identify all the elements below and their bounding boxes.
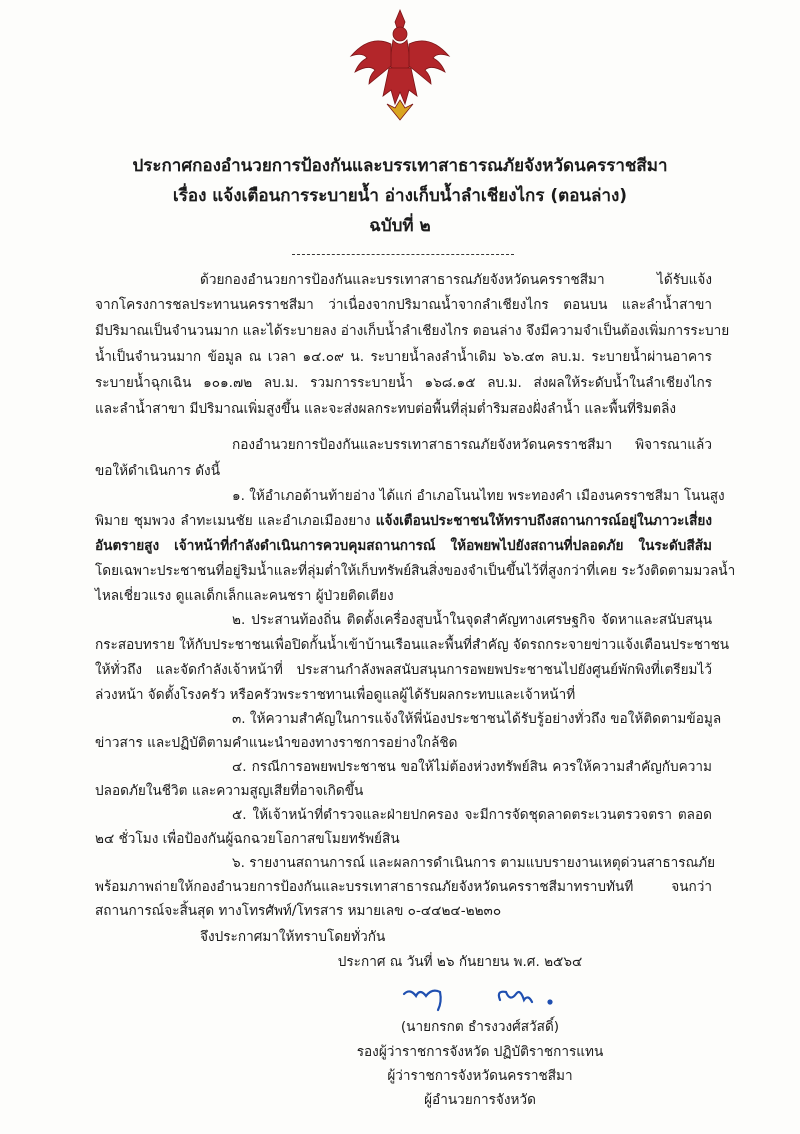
body-text: จึงประกาศมาให้ทราบโดยทั่วกัน [200,929,386,945]
body-text: น้ำเป็นจำนวนมาก ข้อมูล ณ เวลา ๑๔.๐๙ น. ระบายน้ำลงลำน้ำเดิม ๖๖.๔๓ ลบ.ม. ระบายน้ำผ่านอาคาร [95,349,712,365]
signatory-position: รองผู้ว่าราชการจังหวัด ปฏิบัติราชการแทน [356,1044,604,1060]
handwritten-signature [400,978,570,1018]
body-line [95,633,730,655]
body-line [95,827,712,849]
body-line [95,779,712,801]
body-text: ๑. ให้อำเภอด้านท้ายอ่าง ได้แก่ อำเภอโนนไทย พระทองคำ เมืองนครราชสีมา โนนสูง [232,488,725,504]
body-line [95,584,712,606]
body-line [200,925,712,947]
body-text-bold: แจ้งเตือนประชาชนให้ทราบถึงสถานการณ์อยู่ในภาวะเสี่ยง [375,513,712,529]
body-line [95,345,712,367]
body-text: โดยเฉพาะประชาชนที่อยู่ริมน้ำและที่ลุ่มต่ำให้เก็บทรัพย์สินสิ่งของจำเป็นขึ้นไว้ที่สูงกว่าที่เคย ระวังติดตามมวลน้ำ [95,563,736,579]
body-line [95,319,730,341]
body-text: ให้ทั่วถึง และจัดกำลังเจ้าหน้าที่ ประสานกำลังพลสนับสนุนการอพยพประชาชนไปยังศูนย์พักพิงที่เตรียมไว้ [95,662,712,678]
body-line [232,707,722,729]
signatory-position-governor: ผู้ว่าราชการจังหวัดนครราชสีมา [387,1068,573,1084]
garuda-emblem [345,4,455,124]
body-line [232,851,716,873]
body-line [232,755,712,777]
body-text: ระบายน้ำฉุกเฉิน ๑๐๑.๗๒ ลบ.ม. รวมการระบายน้ำ ๑๖๘.๑๕ ลบ.ม. ส่งผลให้ระดับน้ำในลำเชียงไกร [95,375,712,391]
body-text: ล่วงหน้า จัดตั้งโรงครัว หรือครัวพระราชทานเพื่อดูแลผู้ได้รับผลกระทบและเจ้าหน้าที่ [95,687,576,703]
body-text: ปลอดภัยในชีวิต และความสูญเสียที่อาจเกิดขึ้น [95,783,364,799]
body-text: พิมาย ชุมพวง ลำทะเมนชัย และอำเภอเมืองยาง [95,513,376,529]
body-line [232,484,725,506]
body-text: ไหลเชี่ยวแรง ดูแลเด็กเล็กและคนชรา ผู้ป่วยติดเตียง [95,588,394,604]
body-text: ๓. ให้ความสำคัญในการแจ้งให้พี่น้องประชาชนได้รับรู้อย่างทั่วถึง ขอให้ติดตามข้อมูล [232,711,722,727]
body-text: และลำน้ำสาขา มีปริมาณเพิ่มสูงขึ้น และจะส่งผลกระทบต่อพื้นที่ลุ่มต่ำริมสองฝั่งลำน้ำ และพื้นที่ริมตลิ่ง [95,401,677,417]
body-line [95,293,712,315]
body-text: กองอำนวยการป้องกันและบรรเทาสาธารณภัยจังหวัดนครราชสีมา พิจารณาแล้ว [232,437,712,453]
announcement-title: ประกาศกองอำนวยการป้องกันและบรรเทาสาธารณภัยจังหวัดนครราชสีมา [132,156,668,176]
announcement-date: ประกาศ ณ วันที่ ๒๖ กันยายน พ.ศ. ๒๕๖๔ [337,954,583,970]
body-text: ๒. ประสานท้องถิ่น ติดตั้งเครื่องสูบน้ำในจุดสำคัญทางเศรษฐกิจ จัดหาและสนับสนุน [232,612,712,628]
body-line [232,433,712,455]
body-text: มีปริมาณเป็นจำนวนมาก และได้ระบายลง อ่างเก็บน้ำลำเชียงไกร ตอนล่าง จึงมีความจำเป็นต้องเพิ่มการระบาย [95,323,730,339]
body-line [95,875,712,897]
body-line [95,731,712,753]
body-text: ๔. กรณีการอพยพประชาชน ขอให้ไม่ต้องห่วงทรัพย์สิน ควรให้ความสำคัญกับความ [232,759,712,775]
divider [292,254,514,255]
body-text: ข่าวสาร และปฏิบัติตามคำแนะนำของทางราชการอย่างใกล้ชิด [95,735,458,751]
signatory-position-director: ผู้อำนวยการจังหวัด [424,1092,536,1108]
body-line [95,397,712,419]
body-line [232,608,712,630]
body-line [95,559,736,581]
body-line [95,899,712,921]
body-line [95,371,712,393]
body-line [95,509,712,531]
body-text: ด้วยกองอำนวยการป้องกันและบรรเทาสาธารณภัยจังหวัดนครราชสีมา ได้รับแจ้ง [200,272,712,288]
body-text: ๖. รายงานสถานการณ์ และผลการดำเนินการ ตามแบบรายงานเหตุด่วนสาธารณภัย [232,855,716,871]
body-line [232,803,712,825]
body-line [200,268,712,290]
announcement-subject: เรื่อง แจ้งเตือนการระบายน้ำ อ่างเก็บน้ำลำเชียงไกร (ตอนล่าง) [172,186,628,206]
body-text: ขอให้ดำเนินการ ดังนี้ [95,463,220,479]
announcement-issue: ฉบับที่ ๒ [369,216,431,236]
body-line [95,534,712,556]
body-text: ๕. ให้เจ้าหน้าที่ตำรวจและฝ่ายปกครอง จะมีการจัดชุดลาดตระเวนตรวจตรา ตลอด [232,807,712,823]
body-text: ๒๔ ชั่วโมง เพื่อป้องกันผู้ฉกฉวยโอกาสขโมยทรัพย์สิน [95,831,400,847]
body-line [95,459,712,481]
body-text: พร้อมภาพถ่ายให้กองอำนวยการป้องกันและบรรเทาสาธารณภัยจังหวัดนครราชสีมาทราบทันที จนกว่า [95,879,712,895]
body-text-bold: อันตรายสูง เจ้าหน้าที่กำลังดำเนินการควบคุมสถานการณ์ ให้อพยพไปยังสถานที่ปลอดภัย ในระดับสีส้ม [95,538,712,554]
signatory-name: (นายกรกต ธำรงวงศ์สวัสดิ์) [400,1019,560,1035]
body-line [95,683,712,705]
body-text: สถานการณ์จะสิ้นสุด ทางโทรศัพท์/โทรสาร หมายเลข ๐-๔๔๒๔-๒๒๓๐ [95,903,502,919]
body-text: จากโครงการชลประทานนครราชสีมา ว่าเนื่องจากปริมาณน้ำจากลำเชียงไกร ตอนบน และลำน้ำสาขา [95,297,712,313]
body-line [95,658,712,680]
body-text: กระสอบทราย ให้กับประชาชนเพื่อปิดกั้นน้ำเข้าบ้านเรือนและพื้นที่สำคัญ จัดรถกระจายข่าวแจ้งเตือนประชาชน [95,637,730,653]
